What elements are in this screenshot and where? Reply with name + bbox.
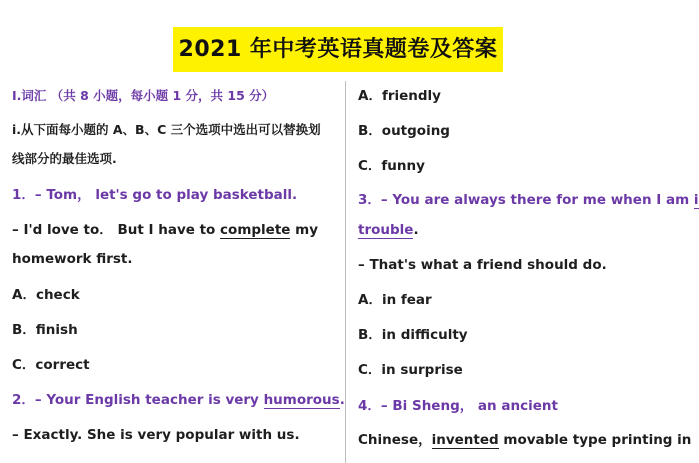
- q3-underlined-word: trouble: [358, 222, 414, 238]
- right-option-a: A．friendly: [358, 88, 441, 104]
- q1-option-c: C．correct: [12, 357, 90, 373]
- q3-option-a: A．in fear: [358, 292, 432, 308]
- instruction-line-1: i.从下面每小题的 A、B、C 三个选项中选出可以替换划: [12, 122, 321, 137]
- q2-line-2: – Exactly. She is very popular with us.: [12, 427, 300, 443]
- column-divider: [345, 81, 346, 463]
- q2-line1-post: .: [339, 392, 345, 408]
- q4-line-2: [358, 430, 691, 450]
- section-heading: [12, 86, 274, 106]
- instruction-line-2: 线部分的最佳选项.: [12, 151, 117, 166]
- q4-line2-pre: Chinese，: [358, 432, 432, 448]
- q3-number: 3．: [358, 192, 381, 208]
- q3-option-b: B．in difficulty: [358, 327, 468, 343]
- q3-line-3: – That's what a friend should do.: [358, 257, 607, 273]
- q1-line-1: [12, 185, 297, 205]
- q3-line2-post: .: [413, 222, 419, 238]
- q4-number: 4．: [358, 398, 381, 414]
- q3-option-c: C．in surprise: [358, 362, 463, 378]
- title-wrap: [0, 27, 676, 72]
- q1-underlined-word: complete: [220, 222, 291, 238]
- q4-line-1: [358, 396, 558, 416]
- page-title: 2021 年中考英语真题卷及答案: [173, 27, 504, 72]
- q2-line1-pre: – Your English teacher is very: [34, 392, 264, 408]
- q1-line-3: homework first.: [12, 251, 133, 267]
- q1-number: 1．: [12, 187, 35, 203]
- right-option-b: B．outgoing: [358, 123, 450, 139]
- q1-dialogue-1: – Tom， let's go to play basketball.: [34, 187, 298, 203]
- section-heading-text: I.词汇 （共 8 小题，每小题 1 分，共 15 分）: [12, 88, 275, 103]
- q1-line2-post: my: [290, 222, 319, 238]
- q4-underlined-word: invented: [431, 432, 499, 448]
- q1-line2-pre: – I'd love to． But I have to: [12, 222, 221, 238]
- q3-line-1: [358, 190, 699, 210]
- q2-underlined-word: humorous: [263, 392, 340, 408]
- q3-line1-text: – You are always there for me when I am: [380, 192, 694, 208]
- q1-line-2: [12, 220, 338, 240]
- q1-option-b: B．finish: [12, 322, 78, 338]
- q1-option-a: A．check: [12, 287, 80, 303]
- q3-underlined-start: i: [693, 192, 699, 208]
- q2-line-1: [12, 390, 345, 410]
- q2-number: 2．: [12, 392, 35, 408]
- q4-line1-text: – Bi Sheng， an ancient: [380, 398, 558, 414]
- q4-line2-post: movable type printing in: [498, 432, 692, 448]
- q3-line-2: [358, 220, 419, 240]
- right-option-c: C．funny: [358, 158, 425, 174]
